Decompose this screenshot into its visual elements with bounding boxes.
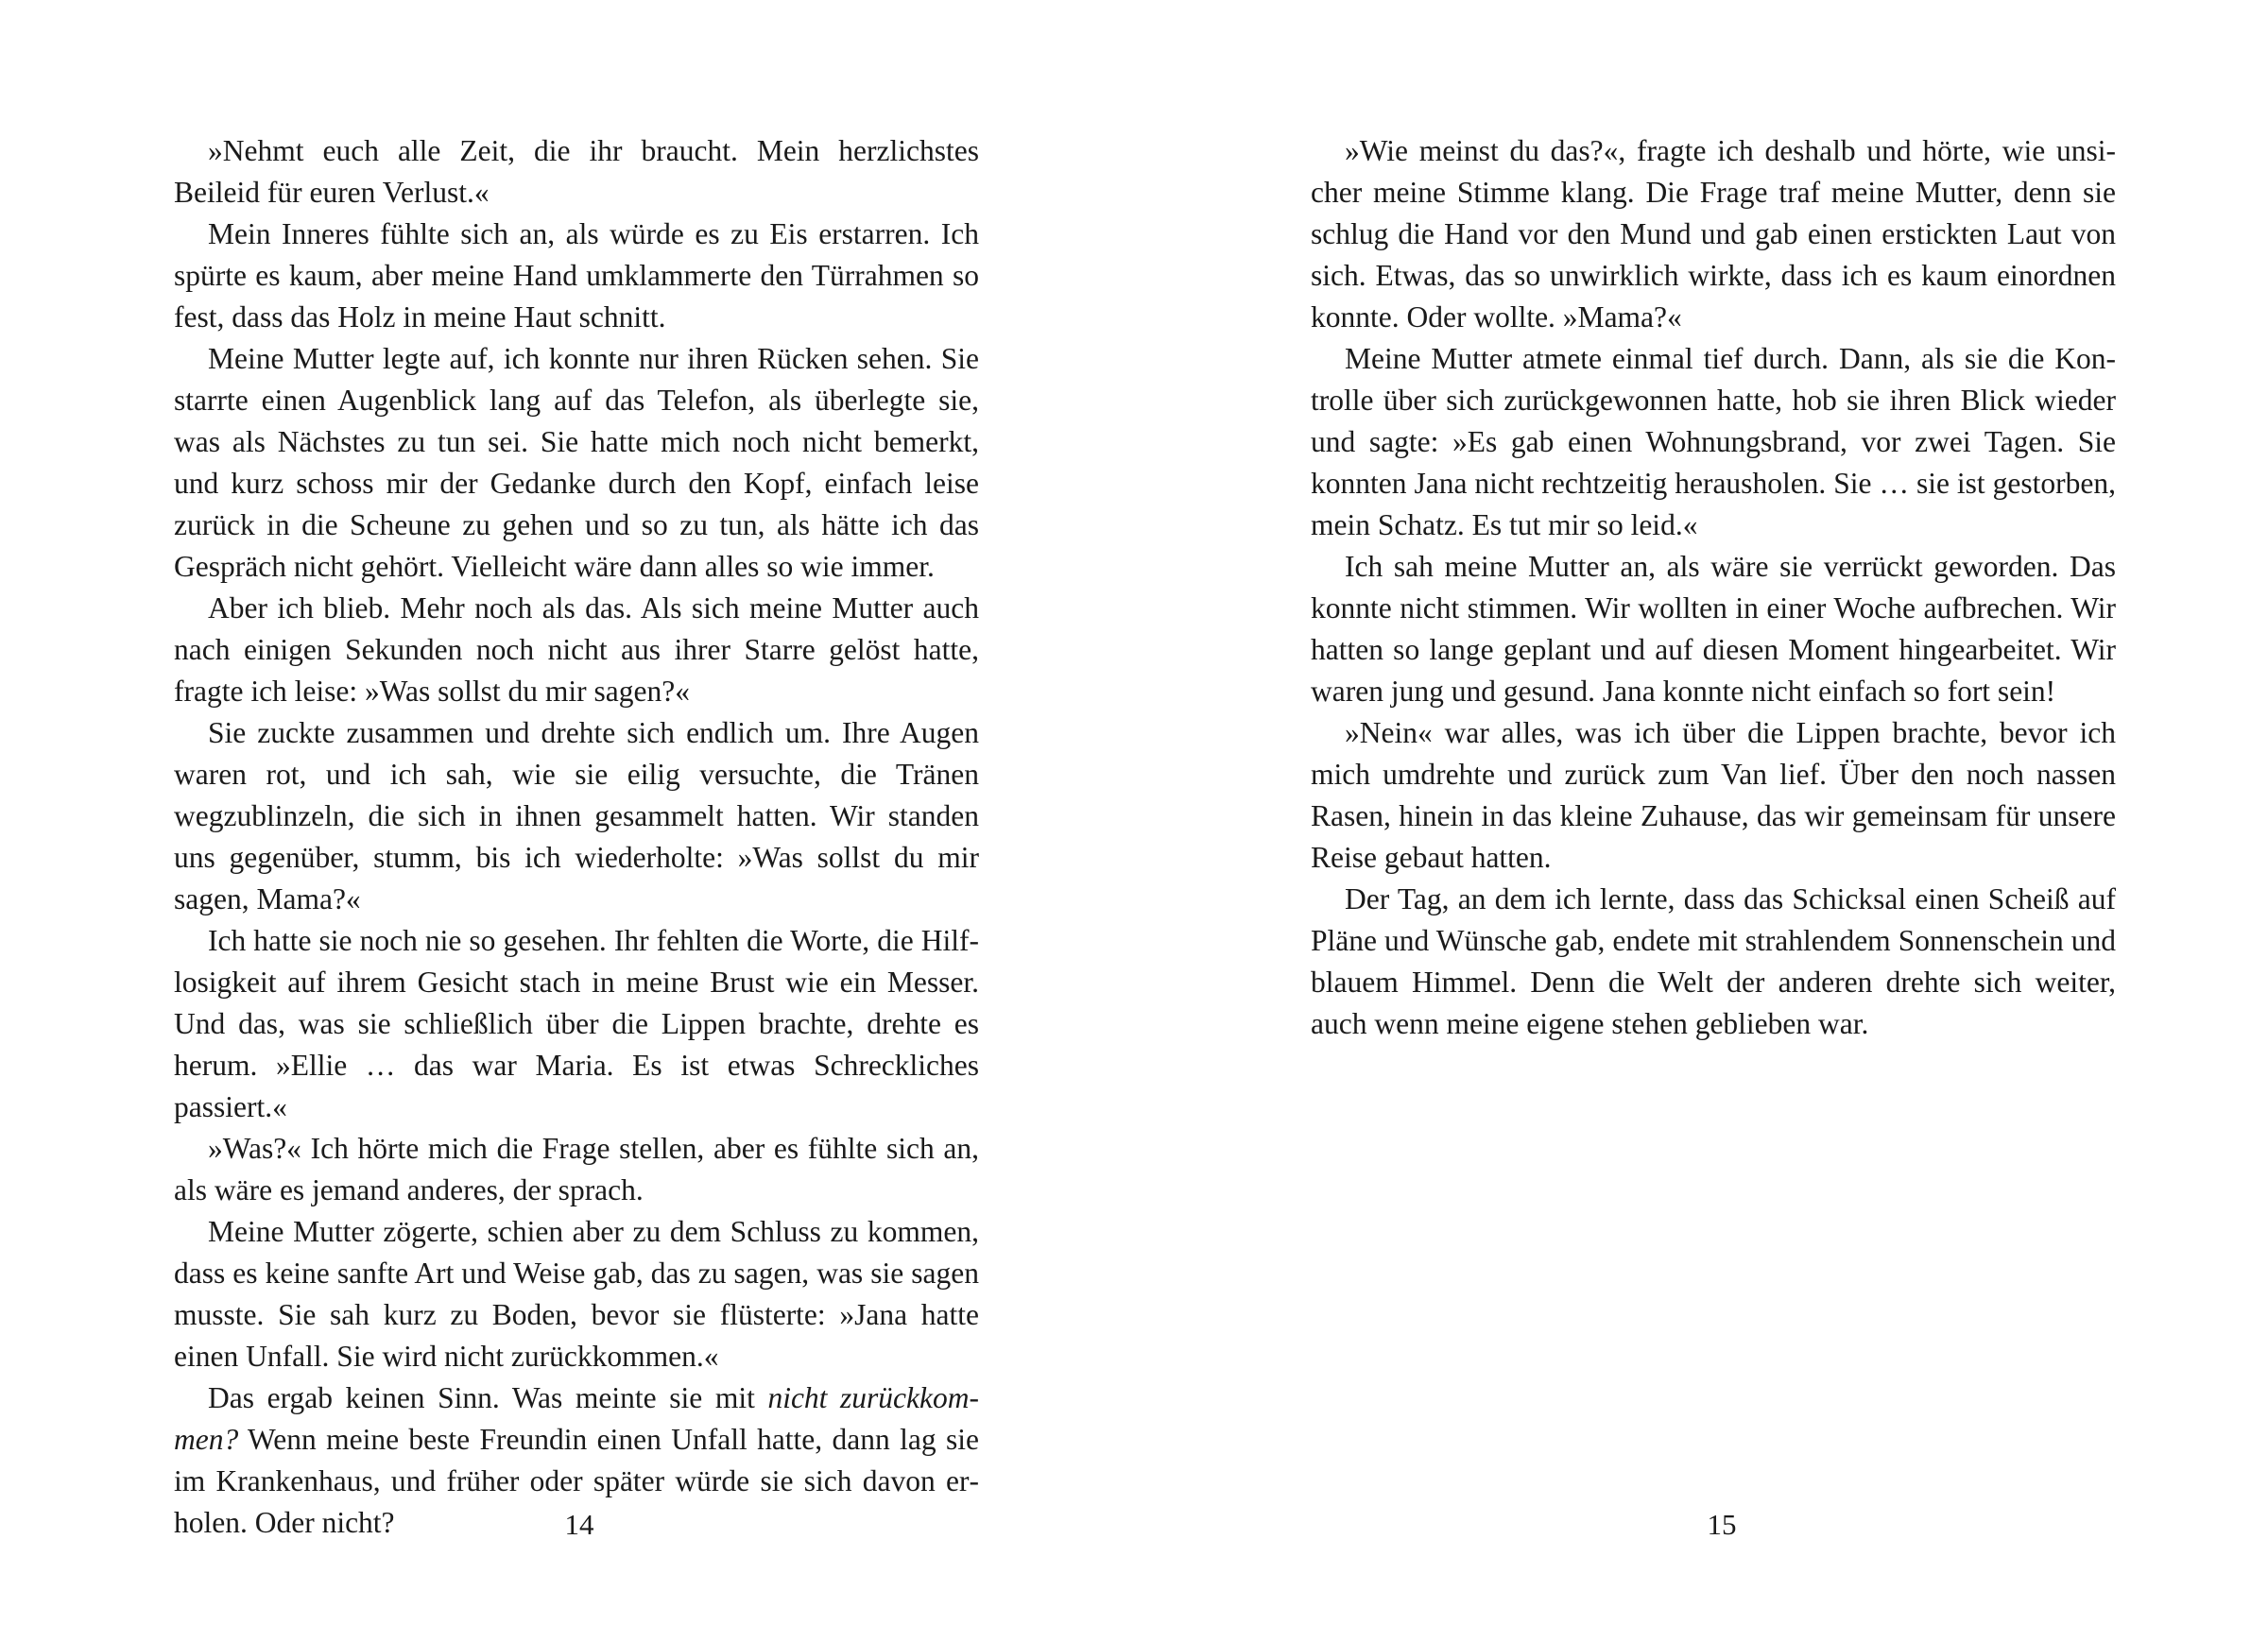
- left-page-text: [174, 130, 979, 1544]
- paragraph: Mein Inneres fühlte sich an, als würde es zu Eis erstarren. Ich spürte es kaum, aber meine Hand umklammerte den Türrahmen so fest, dass das Holz in meine Haut schnitt.: [174, 217, 979, 334]
- italic-text-run: nicht zurückkommen?: [174, 1381, 979, 1456]
- paragraph: »Wie meinst du das?«, fragte ich deshalb und hörte, wie unsicher meine Stimme klang. Die Frage traf meine Mutter, denn sie schlug die Hand vor den Mund und gab einen erstickten Laut von sich. Etwas, das so unwirklich wirkte, dass ich es kaum einordnen konnte. Oder wollte. »Mama?«: [1311, 134, 2116, 334]
- paragraph: Meine Mutter zögerte, schien aber zu dem Schluss zu kommen, dass es keine sanfte Art und Weise gab, das zu sagen, was sie sagen musste. Sie sah kurz zu Boden, bevor sie flüsterte: »Jana hatte einen Unfall. Sie wird nicht zurückkommen.«: [174, 1215, 979, 1373]
- paragraph: Meine Mutter atmete einmal tief durch. Dann, als sie die Kontrolle über sich zurückgewonnen hatte, hob sie ihren Blick wieder und sagte: »Es gab einen Wohnungsbrand, vor zwei Tagen. Sie konnten Jana nicht rechtzeitig herausholen. Sie … sie ist gestorben, mein Schatz. Es tut mir so leid.«: [1311, 342, 2116, 541]
- right-page-text: [1311, 130, 2116, 1045]
- paragraph: »Nehmt euch alle Zeit, die ihr braucht. Mein herzlichstes Beileid für euren Verlust.«: [174, 134, 979, 209]
- paragraph: Ich sah meine Mutter an, als wäre sie verrückt geworden. Das konnte nicht stimmen. Wir wollten in einer Woche aufbrechen. Wir hatten so lange geplant und auf diesen Moment hingearbeitet. Wir waren jung und gesund. Jana konnte nicht einfach so fort sein!: [1311, 550, 2116, 708]
- paragraph: Aber ich blieb. Mehr noch als das. Als sich meine Mutter auch nach einigen Sekunden noch nicht aus ihrer Starre gelöst hatte, fragte ich leise: »Was sollst du mir sagen?«: [174, 591, 979, 708]
- page-number: 15: [1707, 1508, 1737, 1541]
- paragraph: »Nein« war alles, was ich über die Lippen brachte, bevor ich mich umdrehte und zurück zum Van lief. Über den noch nassen Rasen, hinein in das kleine Zuhause, das wir gemeinsam für unsere Reise gebaut hatten.: [1311, 716, 2116, 874]
- paragraph: Meine Mutter legte auf, ich konnte nur ihren Rücken sehen. Sie starrte einen Augenblick lang auf das Telefon, als überlegte sie, was als Nächstes zu tun sei. Sie hatte mich noch nicht bemerkt, und kurz schoss mir der Gedanke durch den Kopf, einfach leise zurück in die Scheune zu gehen und so zu tun, als hätte ich das Gespräch nicht gehört. Vielleicht wäre dann alles so wie immer.: [174, 342, 979, 583]
- text-run: Wenn meine beste Freundin einen Unfall hatte, dann lag sie im Krankenhaus, und früher oder später würde sie sich davon erholen. Oder nicht?: [174, 1423, 979, 1539]
- right-page: [1134, 0, 2268, 1642]
- paragraph: Sie zuckte zusammen und drehte sich endlich um. Ihre Augen waren rot, und ich sah, wie sie eilig versuchte, die Tränen wegzublinzeln, die sich in ihnen gesammelt hatten. Wir standen uns gegenüber, stumm, bis ich wiederholte: »Was sollst du mir sagen, Mama?«: [174, 716, 979, 915]
- paragraph: Der Tag, an dem ich lernte, dass das Schicksal einen Scheiß auf Pläne und Wünsche gab, endete mit strahlendem Sonnenschein und blauem Himmel. Denn die Welt der anderen drehte sich weiter, auch wenn meine eigene stehen geblieben war.: [1311, 882, 2116, 1040]
- page-number: 14: [564, 1508, 594, 1541]
- paragraph: »Was?« Ich hörte mich die Frage stellen, aber es fühlte sich an, als wäre es jemand anderes, der sprach.: [174, 1132, 979, 1206]
- paragraph: Ich hatte sie noch nie so gesehen. Ihr fehlten die Worte, die Hilflosigkeit auf ihrem Gesicht stach in meine Brust wie ein Messer. Und das, was sie schließlich über die Lippen brachte, drehte es herum. »Ellie … das war Maria. Es ist etwas Schreckliches passiert.«: [174, 924, 979, 1123]
- text-run: Das ergab keinen Sinn. Was meinte sie mit: [208, 1381, 768, 1414]
